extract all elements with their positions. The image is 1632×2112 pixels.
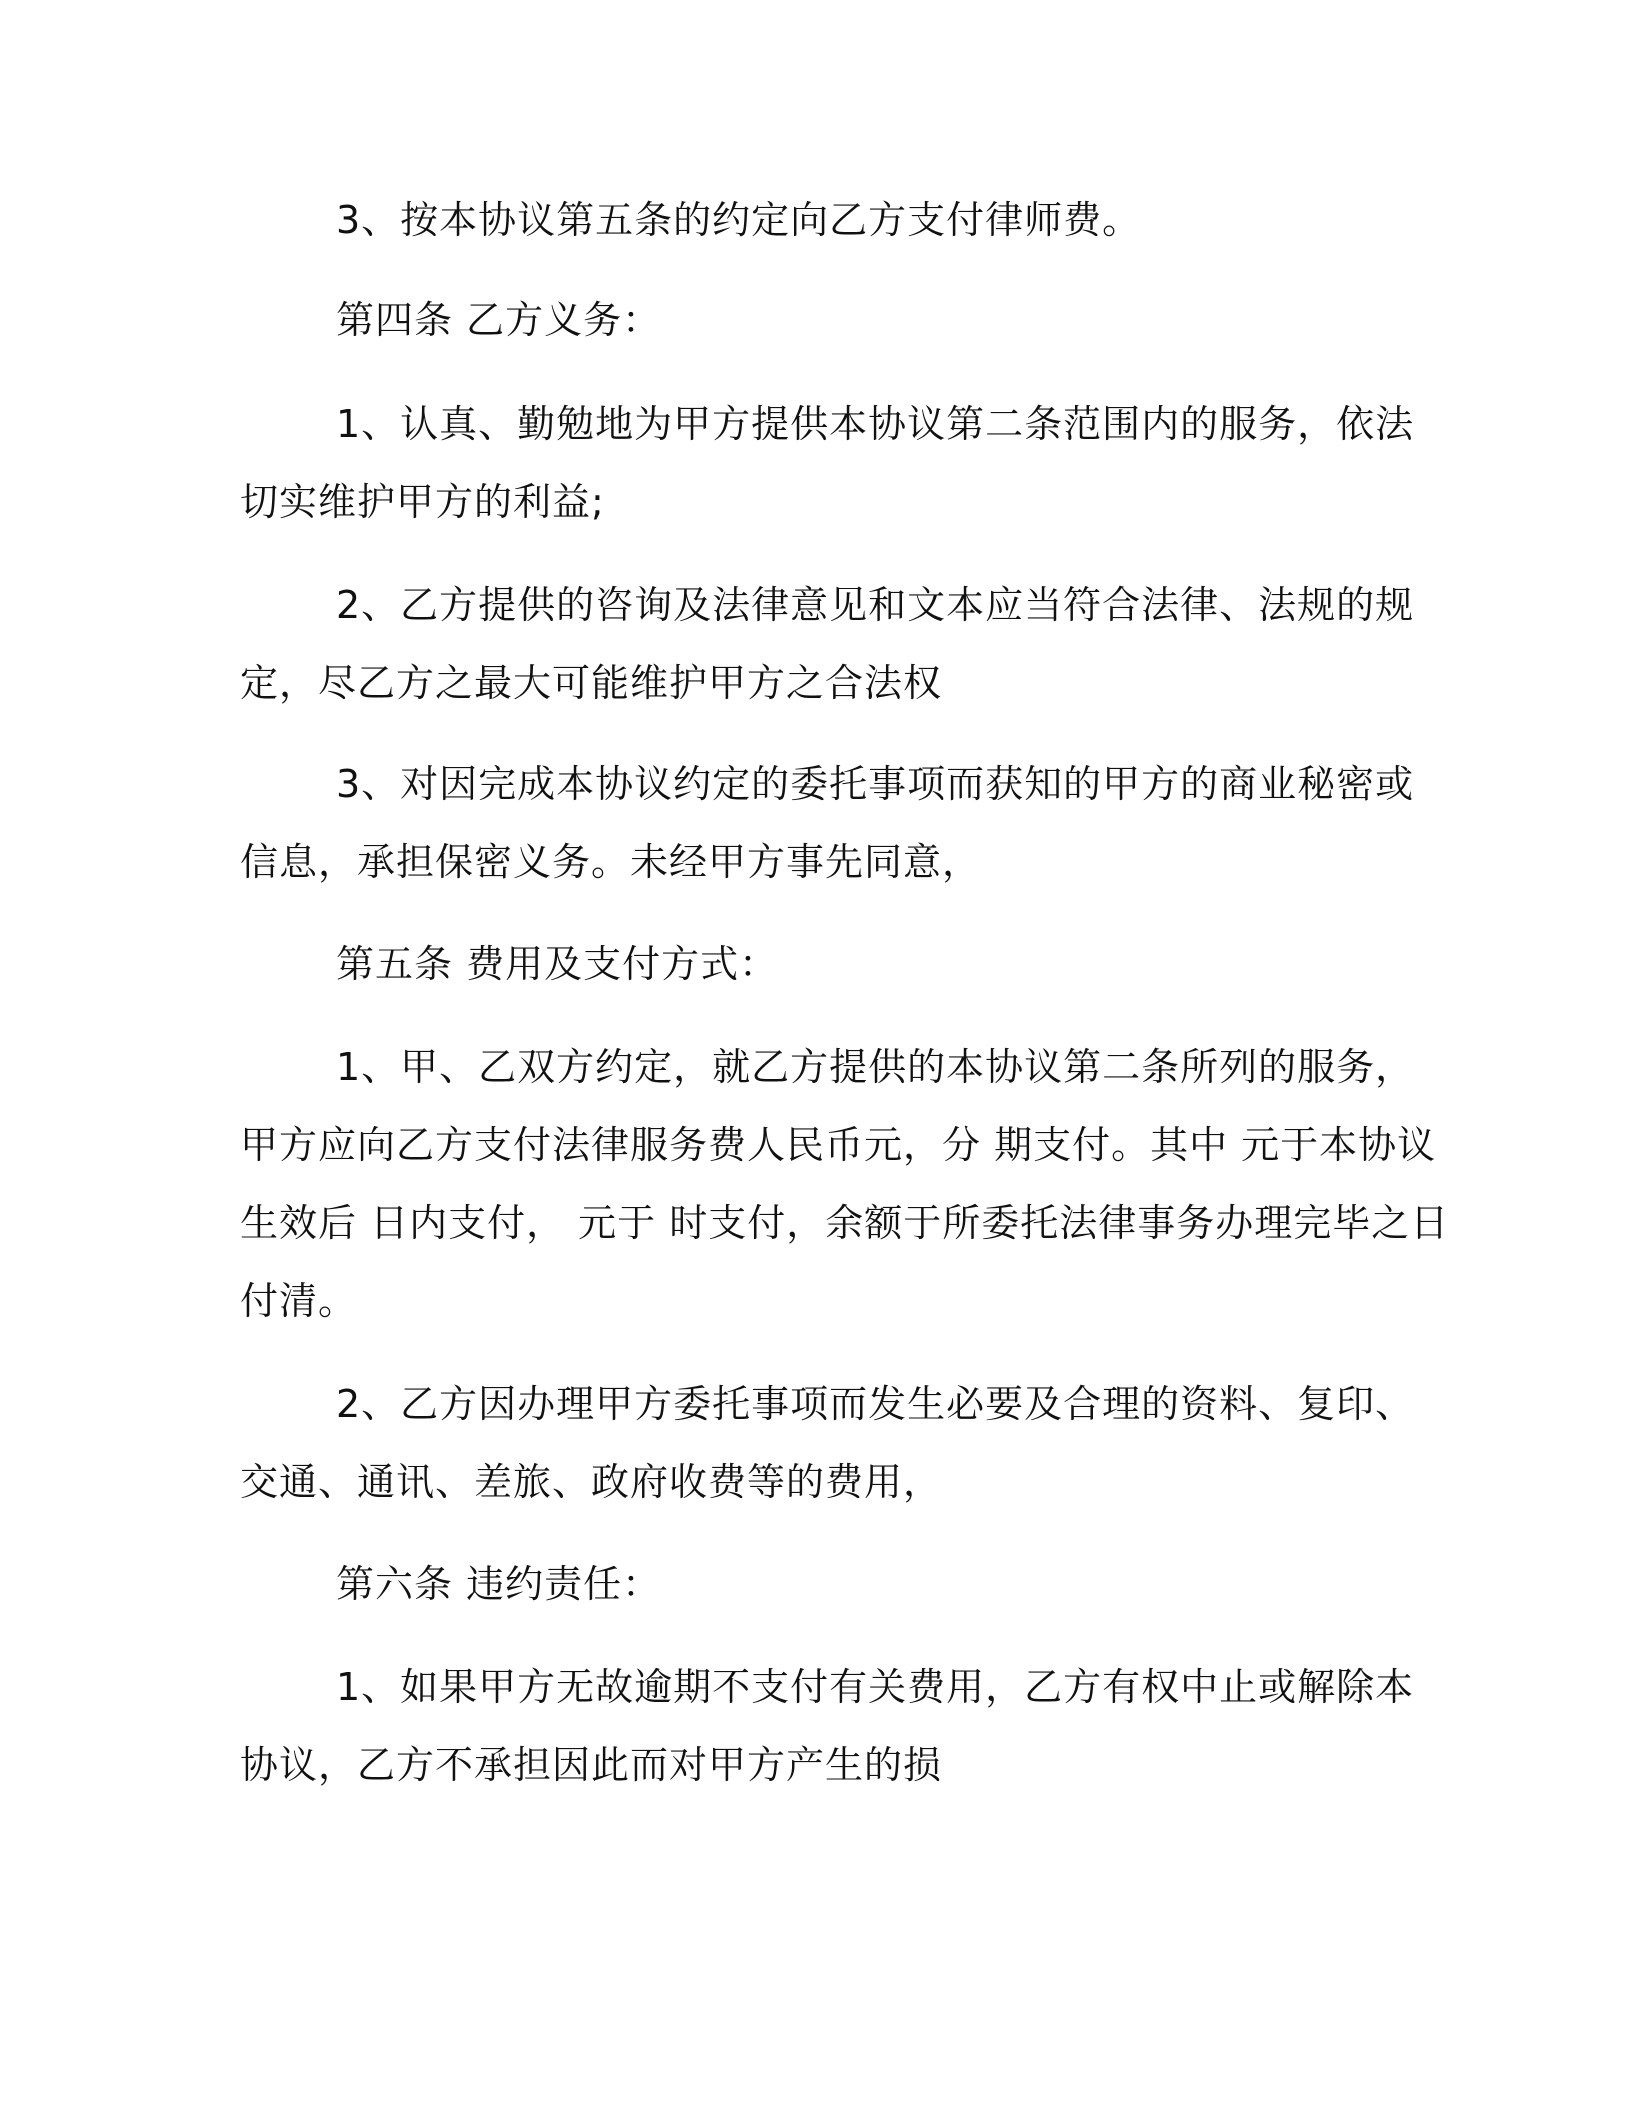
paragraph-obligation-2 [240, 566, 1415, 722]
article-5-heading [240, 925, 1390, 1003]
paragraph-line: 2、乙方因办理甲方委托事项而发生必要及合理的资料、复印、 [336, 1382, 1415, 1426]
paragraph-line: 交通、通讯、差旅、政府收费等的费用， [240, 1460, 943, 1504]
paragraph-line: 1、认真、勤勉地为甲方提供本协议第二条范围内的服务，依法 [336, 402, 1415, 446]
paragraph-line: 协议，乙方不承担因此而对甲方产生的损 [240, 1743, 943, 1787]
paragraph-line: 付清。 [240, 1279, 358, 1323]
paragraph-line: 3、对因完成本协议约定的委托事项而获知的甲方的商业秘密或 [336, 762, 1415, 806]
paragraph-line: 甲方应向乙方支付法律服务费人民币元，分 期支付。其中 元于本协议 [240, 1123, 1437, 1167]
paragraph-fee-2 [240, 1365, 1415, 1521]
paragraph-payment-item-3 [240, 181, 1390, 259]
paragraph-obligation-3 [240, 745, 1415, 901]
paragraph-line: 信息，承担保密义务。未经甲方事先同意， [240, 840, 982, 884]
paragraph-line: 第六条 违约责任： [336, 1562, 662, 1606]
paragraph-line: 3、按本协议第五条的约定向乙方支付律师费。 [336, 198, 1142, 242]
paragraph-line: 1、甲、乙双方约定，就乙方提供的本协议第二条所列的服务， [336, 1045, 1415, 1089]
paragraph-fee-1 [240, 1028, 1450, 1340]
paragraph-liability-1 [240, 1648, 1415, 1804]
paragraph-line: 第四条 乙方义务： [336, 298, 662, 342]
paragraph-line: 第五条 费用及支付方式： [336, 942, 779, 986]
paragraph-line: 定，尽乙方之最大可能维护甲方之合法权 [240, 661, 943, 705]
paragraph-line: 生效后 日内支付， 元于 时支付，余额于所委托法律事务办理完毕之日 [240, 1201, 1450, 1245]
article-4-heading [240, 281, 1390, 359]
paragraph-obligation-1 [240, 385, 1415, 541]
paragraph-line: 1、如果甲方无故逾期不支付有关费用，乙方有权中止或解除本 [336, 1665, 1415, 1709]
paragraph-line: 2、乙方提供的咨询及法律意见和文本应当符合法律、法规的规 [336, 583, 1415, 627]
article-6-heading [240, 1545, 1390, 1623]
paragraph-line: 切实维护甲方的利益; [240, 480, 605, 524]
